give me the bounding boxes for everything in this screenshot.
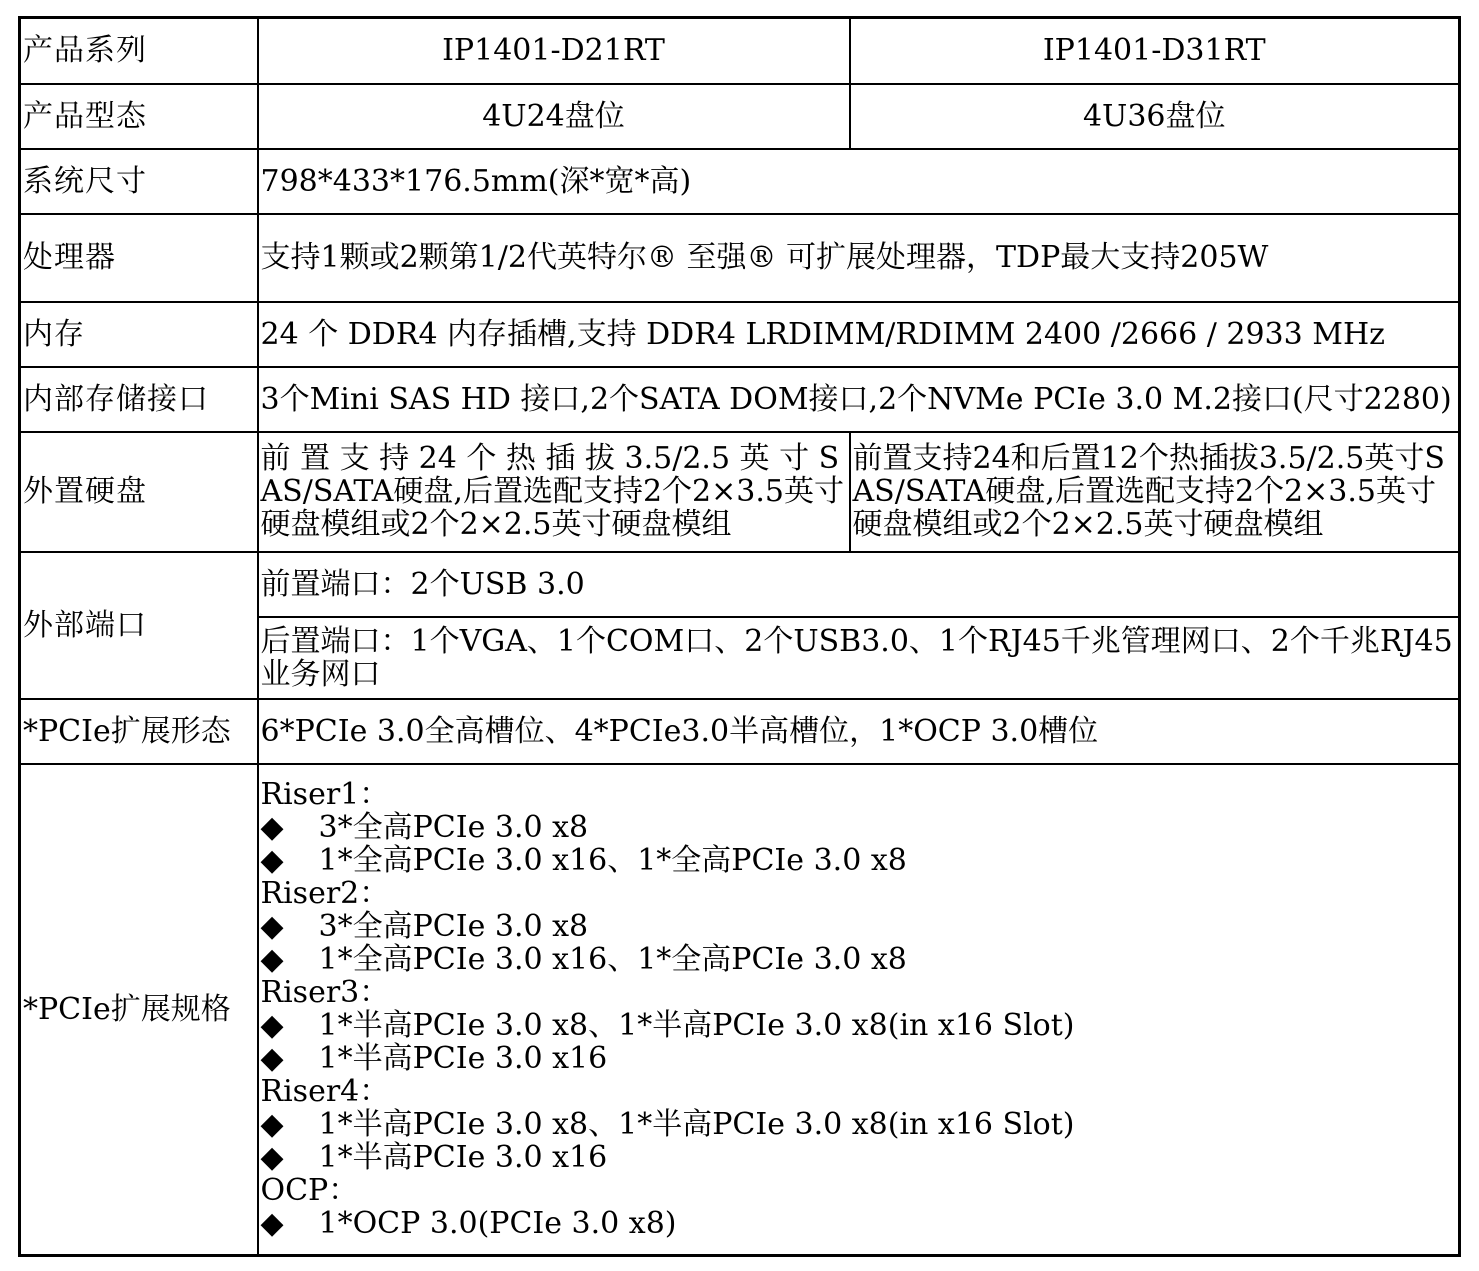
riser-item [261,910,1457,943]
riser-title: Riser2： [260,876,390,912]
riser-title: Riser4： [260,1074,390,1110]
diamond-bullet-icon: ◆ [260,909,284,945]
row-form [20,84,1460,149]
ext-disk-d31: 前置支持24和后置12个热插拔3.5/2.5英寸SAS/SATA硬盘,后置选配支持2个2×3.5英寸硬盘模组或2个2×2.5英寸硬盘模组 [850,432,1460,552]
label-series: 产品系列 [20,18,258,84]
riser-item [261,844,1457,877]
pcie-form-value: 6*PCIe 3.0全高槽位、4*PCIe3.0半高槽位，1*OCP 3.0槽位 [258,699,1460,764]
riser-item-text: 1*半高PCIe 3.0 x8、1*半高PCIe 3.0 x8(in x16 Slot) [318,1107,1075,1143]
pcie-spec-value [258,764,1460,1256]
series-d21: IP1401-D21RT [258,18,850,84]
storage-interface-value: 3个Mini SAS HD 接口,2个SATA DOM接口,2个NVMe PCIe 3.0 M.2接口(尺寸2280) [258,367,1460,432]
label-size: 系统尺寸 [20,149,258,214]
riser-item-text: 1*半高PCIe 3.0 x16 [318,1140,608,1176]
riser-item [261,1108,1457,1141]
row-ext-disk [20,432,1460,552]
ports-front: 前置端口：2个USB 3.0 [258,552,1460,617]
riser-item [261,943,1457,976]
row-series [20,18,1460,84]
riser-title: Riser3： [260,975,390,1011]
riser-item [261,1009,1457,1042]
label-ports: 外部端口 [20,552,258,699]
row-pcie-form [20,699,1460,764]
diamond-bullet-icon: ◆ [260,1206,284,1242]
diamond-bullet-icon: ◆ [260,810,284,846]
riser-item [261,1207,1457,1240]
form-d21: 4U24盘位 [258,84,850,149]
row-pcie-spec [20,764,1460,1256]
riser-title: Riser1： [260,777,390,813]
ports-rear: 后置端口：1个VGA、1个COM口、2个USB3.0、1个RJ45千兆管理网口、2个千兆RJ45业务网口 [258,617,1460,699]
riser-item-text: 3*全高PCIe 3.0 x8 [318,810,589,846]
label-pcie-form: *PCIe扩展形态 [20,699,258,764]
row-cpu [20,214,1460,302]
riser-title: OCP： [260,1173,359,1209]
diamond-bullet-icon: ◆ [260,1107,284,1143]
label-ext-disk: 外置硬盘 [20,432,258,552]
riser-item-text: 1*全高PCIe 3.0 x16、1*全高PCIe 3.0 x8 [318,942,907,978]
diamond-bullet-icon: ◆ [260,1008,284,1044]
riser-item [261,1042,1457,1075]
riser-item-text: 1*半高PCIe 3.0 x8、1*半高PCIe 3.0 x8(in x16 Slot) [318,1008,1075,1044]
series-d31: IP1401-D31RT [850,18,1460,84]
label-pcie-spec: *PCIe扩展规格 [20,764,258,1256]
diamond-bullet-icon: ◆ [260,1140,284,1176]
diamond-bullet-icon: ◆ [260,1041,284,1077]
riser-item-text: 3*全高PCIe 3.0 x8 [318,909,589,945]
row-ports-front [20,552,1460,617]
spec-table [18,16,1461,1257]
label-memory: 内存 [20,302,258,367]
riser-item-text: 1*半高PCIe 3.0 x16 [318,1041,608,1077]
form-d31: 4U36盘位 [850,84,1460,149]
pcie-spec-list [261,778,1457,1240]
row-storage-interface [20,367,1460,432]
row-size [20,149,1460,214]
memory-value: 24 个 DDR4 内存插槽,支持 DDR4 LRDIMM/RDIMM 2400 /2666 / 2933 MHz [258,302,1460,367]
label-storage-interface: 内部存储接口 [20,367,258,432]
ext-disk-d21: 前 置 支 持 24 个 热 插 拔 3.5/2.5 英 寸 SAS/SATA硬盘,后置选配支持2个2×3.5英寸硬盘模组或2个2×2.5英寸硬盘模组 [258,432,850,552]
size-value: 798*433*176.5mm(深*宽*高) [258,149,1460,214]
riser-item-text: 1*全高PCIe 3.0 x16、1*全高PCIe 3.0 x8 [318,843,907,879]
riser-item-text: 1*OCP 3.0(PCIe 3.0 x8) [318,1206,677,1242]
riser-item [261,811,1457,844]
cpu-value: 支持1颗或2颗第1/2代英特尔® 至强® 可扩展处理器，TDP最大支持205W [258,214,1460,302]
label-form: 产品型态 [20,84,258,149]
diamond-bullet-icon: ◆ [260,942,284,978]
diamond-bullet-icon: ◆ [260,843,284,879]
label-cpu: 处理器 [20,214,258,302]
row-memory [20,302,1460,367]
riser-item [261,1141,1457,1174]
